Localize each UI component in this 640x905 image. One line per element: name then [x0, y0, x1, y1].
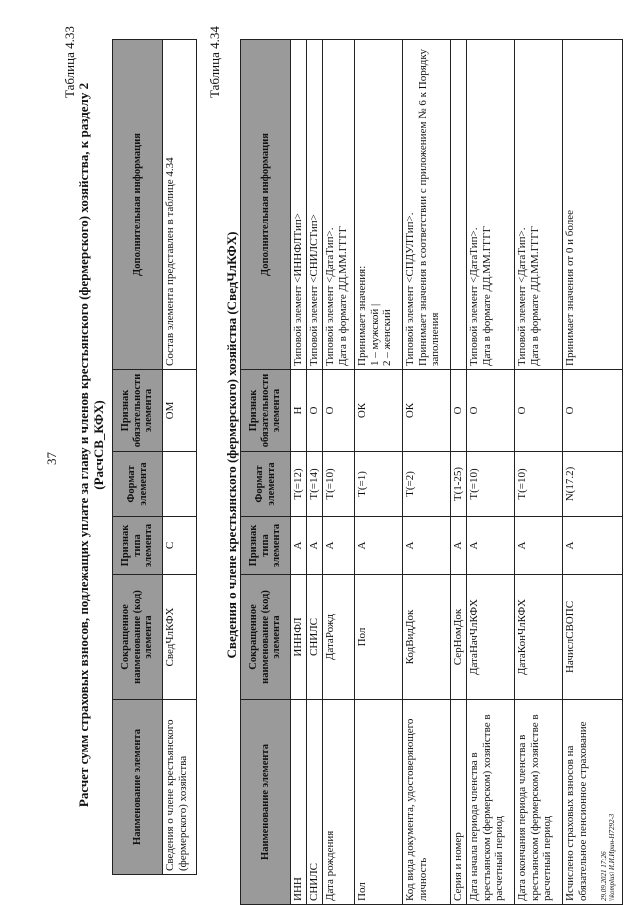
cell-req: О [323, 370, 355, 452]
cell-type: А [563, 517, 623, 575]
cell-code: КодВидДок [403, 575, 451, 700]
cell-req: О [467, 370, 515, 452]
table-member-kfh [240, 39, 623, 905]
cell-format: T(1-25) [451, 452, 467, 517]
column-header: Сокращенное наименование (код) элемента [241, 575, 291, 700]
cell-type: А [355, 517, 403, 575]
table-row [467, 40, 515, 905]
info-line: 2 – женский [381, 309, 393, 366]
info-line: Типовой элемент <СПДУЛТип>. [404, 212, 416, 366]
cell-type: С [163, 517, 197, 575]
cell-type: А [515, 517, 563, 575]
cell-info [163, 40, 197, 370]
cell-req: О [515, 370, 563, 452]
cell-code: СведЧлКФХ [163, 575, 197, 700]
cell-name: Исчислено страховых взносов на обязательное пенсионное страхование [563, 700, 623, 905]
cell-format: T(=10) [467, 452, 515, 517]
cell-info [355, 40, 403, 370]
cell-code: ДатаНачЧлКФХ [467, 575, 515, 700]
column-header: Наименование элемента [241, 700, 291, 905]
info-line: Типовой элемент <ДатаТип>. [516, 227, 528, 366]
table-title: Сведения о члене крестьянского (фермерского) хозяйства (СведЧлКФХ) [224, 231, 239, 659]
table-title [76, 45, 106, 845]
table-label: Таблица 4.33 [62, 26, 77, 98]
cell-req: О [451, 370, 467, 452]
print-footer [600, 814, 616, 901]
cell-format: T(=14) [307, 452, 323, 517]
column-header: Дополнительная информация [241, 40, 291, 370]
cell-name: Код вида документа, удостоверяющего личность [403, 700, 451, 905]
cell-name: СНИЛС [307, 700, 323, 905]
cell-req: Н [291, 370, 307, 452]
table-row [403, 40, 451, 905]
cell-req: ОК [355, 370, 403, 452]
cell-format: T(=12) [291, 452, 307, 517]
cell-format: T(=2) [403, 452, 451, 517]
table-title-line: Расчет сумм страховых взносов, подлежащих уплате за главу и членов крестьянского (фермерского) хозяйства, к разделу 2 [76, 82, 91, 808]
table-label: Таблица 4.34 [207, 26, 222, 98]
cell-code: ИННФЛ [291, 575, 307, 700]
cell-name: Серия и номер [451, 700, 467, 905]
cell-info [515, 40, 563, 370]
table-row [307, 40, 323, 905]
print-timestamp: 29.09.2021 17:26 [600, 851, 608, 901]
column-header: Дополнительная информация [113, 40, 163, 370]
cell-type: А [403, 517, 451, 575]
table-row [163, 40, 197, 875]
cell-info [451, 40, 467, 370]
cell-format: T(=10) [515, 452, 563, 517]
cell-code: ДатаРожд [323, 575, 355, 700]
cell-req: О [307, 370, 323, 452]
cell-info [563, 40, 623, 370]
column-header: Признак обязательности элемента [241, 370, 291, 452]
column-header: Признак обязательности элемента [113, 370, 163, 452]
table-row [323, 40, 355, 905]
cell-code: ДатаКонЧлКФХ [515, 575, 563, 700]
cell-type: А [323, 517, 355, 575]
column-header: Признак типа элемента [241, 517, 291, 575]
info-line: Типовой элемент <СНИЛСТип> [308, 214, 320, 366]
cell-name: Дата рождения [323, 700, 355, 905]
cell-type: А [451, 517, 467, 575]
cell-req: ОК [403, 370, 451, 452]
cell-req: О [563, 370, 623, 452]
table-row [355, 40, 403, 905]
cell-type: А [307, 517, 323, 575]
info-line: Дата в формате ДД.ММ.ГГГГ [528, 225, 541, 366]
cell-req: ОМ [163, 370, 197, 452]
info-line: Состав элемента представлен в таблице 4.34 [164, 157, 176, 366]
info-line: Типовой элемент <ИННФЛТип> [292, 213, 304, 366]
cell-name: Дата окончания периода членства в крестьянском (фермерском) хозяйстве в расчетный период [515, 700, 563, 905]
cell-info [323, 40, 355, 370]
cell-info [307, 40, 323, 370]
info-line: Типовой элемент <ДатаТип>. [468, 227, 480, 366]
column-header: Сокращенное наименование (код) элемента [113, 575, 163, 700]
cell-type: А [291, 517, 307, 575]
table-calc-kfh [112, 39, 197, 875]
column-header: Наименование элемента [113, 700, 163, 875]
table-title-code: (РасчСВ_КФХ) [91, 400, 106, 490]
cell-info [403, 40, 451, 370]
cell-name: Сведения о члене крестьянского (фермерского) хозяйства [163, 700, 197, 875]
cell-code: Пол [355, 575, 403, 700]
cell-code: НачислСВОПС [563, 575, 623, 700]
column-header: Формат элемента [113, 452, 163, 517]
info-line: Принимает значения в соответствии с приложением № 6 к Порядку заполнения [416, 48, 441, 366]
cell-code: СерНомДок [451, 575, 467, 700]
page-number: 37 [44, 452, 59, 465]
cell-name: Дата начала периода членства в крестьянском (фермерском) хозяйстве в расчетный период [467, 700, 515, 905]
print-path: \\komplus\ И.И.Ирин-H7292-3 [608, 813, 616, 901]
info-line: Дата в формате ДД.ММ.ГГГГ [336, 225, 349, 366]
cell-name: Пол [355, 700, 403, 905]
info-line: Принимает значения: [356, 265, 368, 366]
cell-format [163, 452, 197, 517]
cell-info [467, 40, 515, 370]
table-row [563, 40, 623, 905]
cell-type: А [467, 517, 515, 575]
column-header: Признак типа элемента [113, 517, 163, 575]
table-row [515, 40, 563, 905]
cell-name: ИНН [291, 700, 307, 905]
table-row [451, 40, 467, 905]
cell-format: N(17.2) [563, 452, 623, 517]
cell-format: T(=1) [355, 452, 403, 517]
table-header-row [241, 40, 291, 905]
info-line: Типовой элемент <ДатаТип>. [324, 227, 336, 366]
cell-info [291, 40, 307, 370]
table-row [291, 40, 307, 905]
cell-format: T(=10) [323, 452, 355, 517]
column-header: Формат элемента [241, 452, 291, 517]
info-line: 1 – мужской | [368, 303, 381, 366]
info-line: Принимает значения от 0 и более [564, 210, 576, 366]
cell-code: СНИЛС [307, 575, 323, 700]
info-line: Дата в формате ДД.ММ.ГГГГ [480, 225, 493, 366]
table-header-row [113, 40, 163, 875]
